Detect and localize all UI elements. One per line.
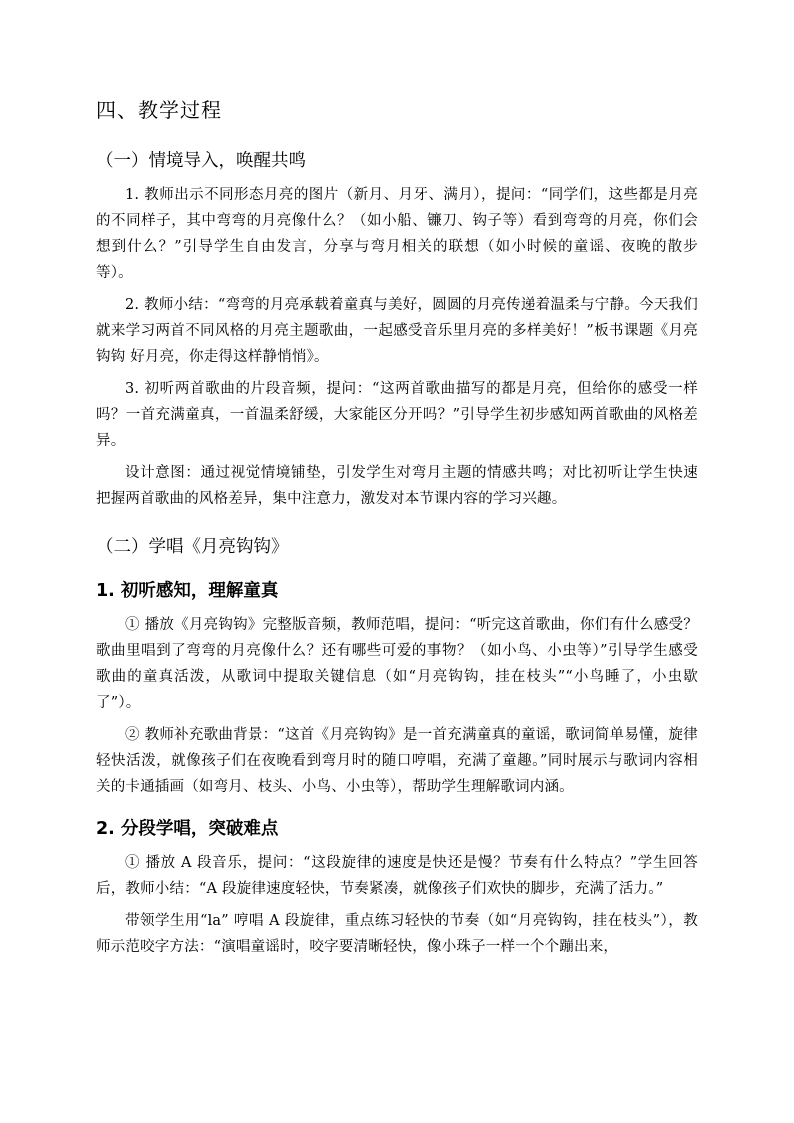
- paragraph-listen-1: ① 播放《月亮钩钩》完整版音频，教师范唱，提问：“听完这首歌曲，你们有什么感受？歌曲里唱到了弯弯的月亮像什么？还有哪些可爱的事物？（如小鸟、小虫等）”引导学生感受歌曲的童真活泼，从歌词中提取关键信息（如“月亮钩钩，挂在枝头”“小鸟睡了，小虫歇了”）。: [96, 617, 698, 711]
- section-heading-teaching-process: 四、教学过程: [96, 98, 222, 122]
- step-title-section-learning: 2. 分段学唱，突破难点: [96, 819, 279, 839]
- subsection-title-intro: （一）情境导入，唤醒共鸣: [96, 151, 306, 171]
- paragraph-intro-2: 2. 教师小结：“弯弯的月亮承载着童真与美好，圆圆的月亮传递着温柔与宁静。今天我们就来学习两首不同风格的月亮主题歌曲，一起感受音乐里月亮的多样美好！”板书课题《月亮钩钩 好月亮，你走得这样静悄悄》。: [96, 297, 698, 365]
- paragraph-intro-1: 1. 教师出示不同形态月亮的图片（新月、月牙、满月），提问：“同学们，这些都是月亮的不同样子，其中弯弯的月亮像什么？（如小船、镰刀、钩子等）看到弯弯的月亮，你们会想到什么？”引导学生自由发言，分享与弯月相关的联想（如小时候的童谣、夜晚的散步等）。: [96, 187, 698, 281]
- document-page: [96, 92, 698, 966]
- paragraph-section-2: 带领学生用“la” 哼唱 A 段旋律，重点练习轻快的节奏（如“月亮钩钩，挂在枝头”），教师示范咬字方法：“演唱童谣时，咬字要清晰轻快，像小珠子一样一个个蹦出来，: [96, 913, 698, 955]
- paragraph-design-intent: 设计意图：通过视觉情境铺垫，引发学生对弯月主题的情感共鸣；对比初听让学生快速把握两首歌曲的风格差异，集中注意力，激发对本节课内容的学习兴趣。: [96, 465, 698, 507]
- paragraph-intro-3: 3. 初听两首歌曲的片段音频，提问：“这两首歌曲描写的都是月亮，但给你的感受一样吗？一首充满童真，一首温柔舒缓，大家能区分开吗？”引导学生初步感知两首歌曲的风格差异。: [96, 381, 698, 449]
- step-title-first-listen: 1. 初听感知，理解童真: [96, 581, 279, 601]
- paragraph-listen-2: ② 教师补充歌曲背景：“这首《月亮钩钩》是一首充满童真的童谣，歌词简单易懂，旋律轻快活泼，就像孩子们在夜晚看到弯月时的随口哼唱，充满了童趣。”同时展示与歌词内容相关的卡通插画（如弯月、枝头、小鸟、小虫等），帮助学生理解歌词内涵。: [96, 727, 698, 795]
- paragraph-section-1: ① 播放 A 段音乐，提问：“这段旋律的速度是快还是慢？节奏有什么特点？”学生回答后，教师小结：“A 段旋律速度轻快，节奏紧凑，就像孩子们欢快的脚步，充满了活力。”: [96, 855, 698, 897]
- subsection-title-learn-song: （二）学唱《月亮钩钩》: [96, 537, 289, 557]
